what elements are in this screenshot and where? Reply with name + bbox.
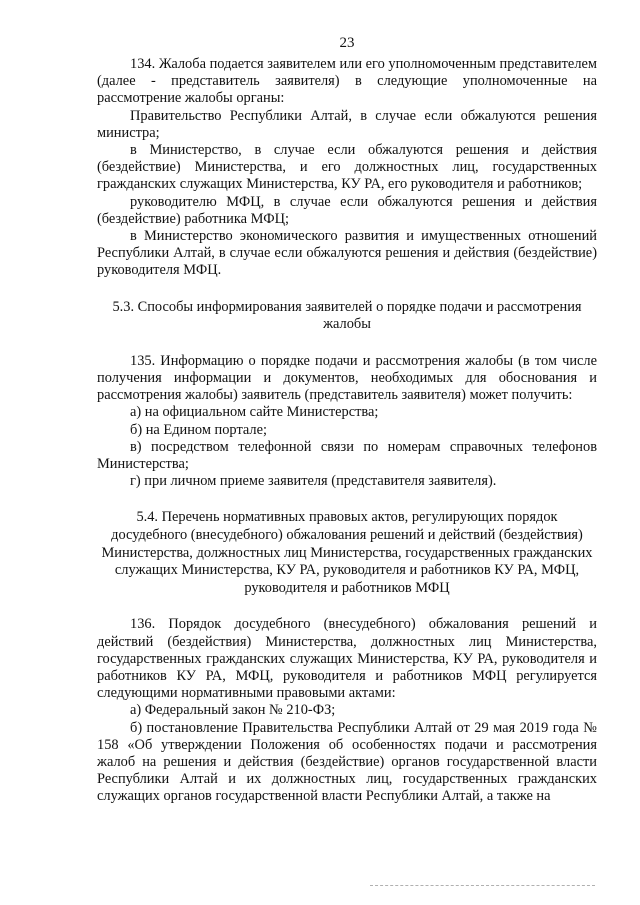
list-item-a: а) на официальном сайте Министерства;	[130, 404, 379, 421]
section-legal-acts	[97, 616, 597, 805]
section-heading-5-3: 5.3. Способы информирования заявителей о порядке подачи и рассмотрения жалобы	[112, 298, 582, 333]
paragraph-134-mfc-head: руководителю МФЦ, в случае если обжалуются решения и действия (бездействие) работника МФЦ;	[97, 193, 597, 227]
page-number: 23	[339, 35, 355, 51]
section-complaint-bodies	[97, 56, 597, 280]
document-page	[97, 34, 597, 806]
list-item-b: б) на Едином портале;	[130, 421, 267, 438]
paragraph-135: 135. Информацию о порядке подачи и рассмотрения жалобы (в том числе получения информации и документов, необходимых для обоснования и рассмотрения жалобы) заявитель (представитель заявителя) может получить:	[97, 352, 597, 404]
list-item-v: в) посредством телефонной связи по номерам справочных телефонов Министерства;	[97, 438, 597, 473]
list-item-a-law: а) Федеральный закон № 210-ФЗ;	[130, 702, 336, 719]
paragraph-134-ministry: в Министерство, в случае если обжалуются решения и действия (бездействие) Министерства, и его должностных лиц, государственных гражданских служащих Министерства, КУ РА, его руководителя и работников;	[97, 142, 597, 193]
list-item-b-resolution: б) постановление Правительства Республики Алтай от 29 мая 2019 года № 158 «Об утверждении Положения об особенностях подачи и рассмотрения жалоб на решения и действия (бездействие) органов государственной власти Республики Алтай и их должностных лиц, государственных гражданских служащих органов государственной власти Республики Алтай, а также на	[97, 719, 597, 805]
section-information-methods	[97, 353, 597, 491]
paragraph-134-government: Правительство Республики Алтай, в случае если обжалуются решения министра;	[97, 107, 597, 141]
list-item-g: г) при личном приеме заявителя (представителя заявителя).	[130, 473, 497, 490]
section-heading-5-4: 5.4. Перечень нормативных правовых актов, регулирующих порядок досудебного (внесудебного) обжалования решений и действий (бездействия) Министерства, должностных лиц Министерства, государственных гражданских служащих Министерства, КУ РА, руководителя и работников КУ РА, МФЦ, руководителя и работников МФЦ	[101, 509, 593, 596]
paragraph-134-economy-ministry: в Министерство экономического развития и имущественных отношений Республики Алтай, в случае если обжалуются решения и действия (бездействие) руководителя МФЦ.	[97, 228, 597, 279]
paragraph-134: 134. Жалоба подается заявителем или его уполномоченным представителем (далее - представитель заявителя) в следующие уполномоченные на рассмотрение жалобы органы:	[97, 56, 597, 107]
paragraph-136: 136. Порядок досудебного (внесудебного) обжалования решений и действий (бездействия) Министерства, должностных лиц Министерства, государственных гражданских служащих Министерства, КУ РА, руководителя и работников КУ РА, МФЦ, руководителя и работников МФЦ регулируется следующими нормативными правовыми актами:	[97, 616, 597, 702]
page-bottom-rule	[370, 885, 595, 886]
